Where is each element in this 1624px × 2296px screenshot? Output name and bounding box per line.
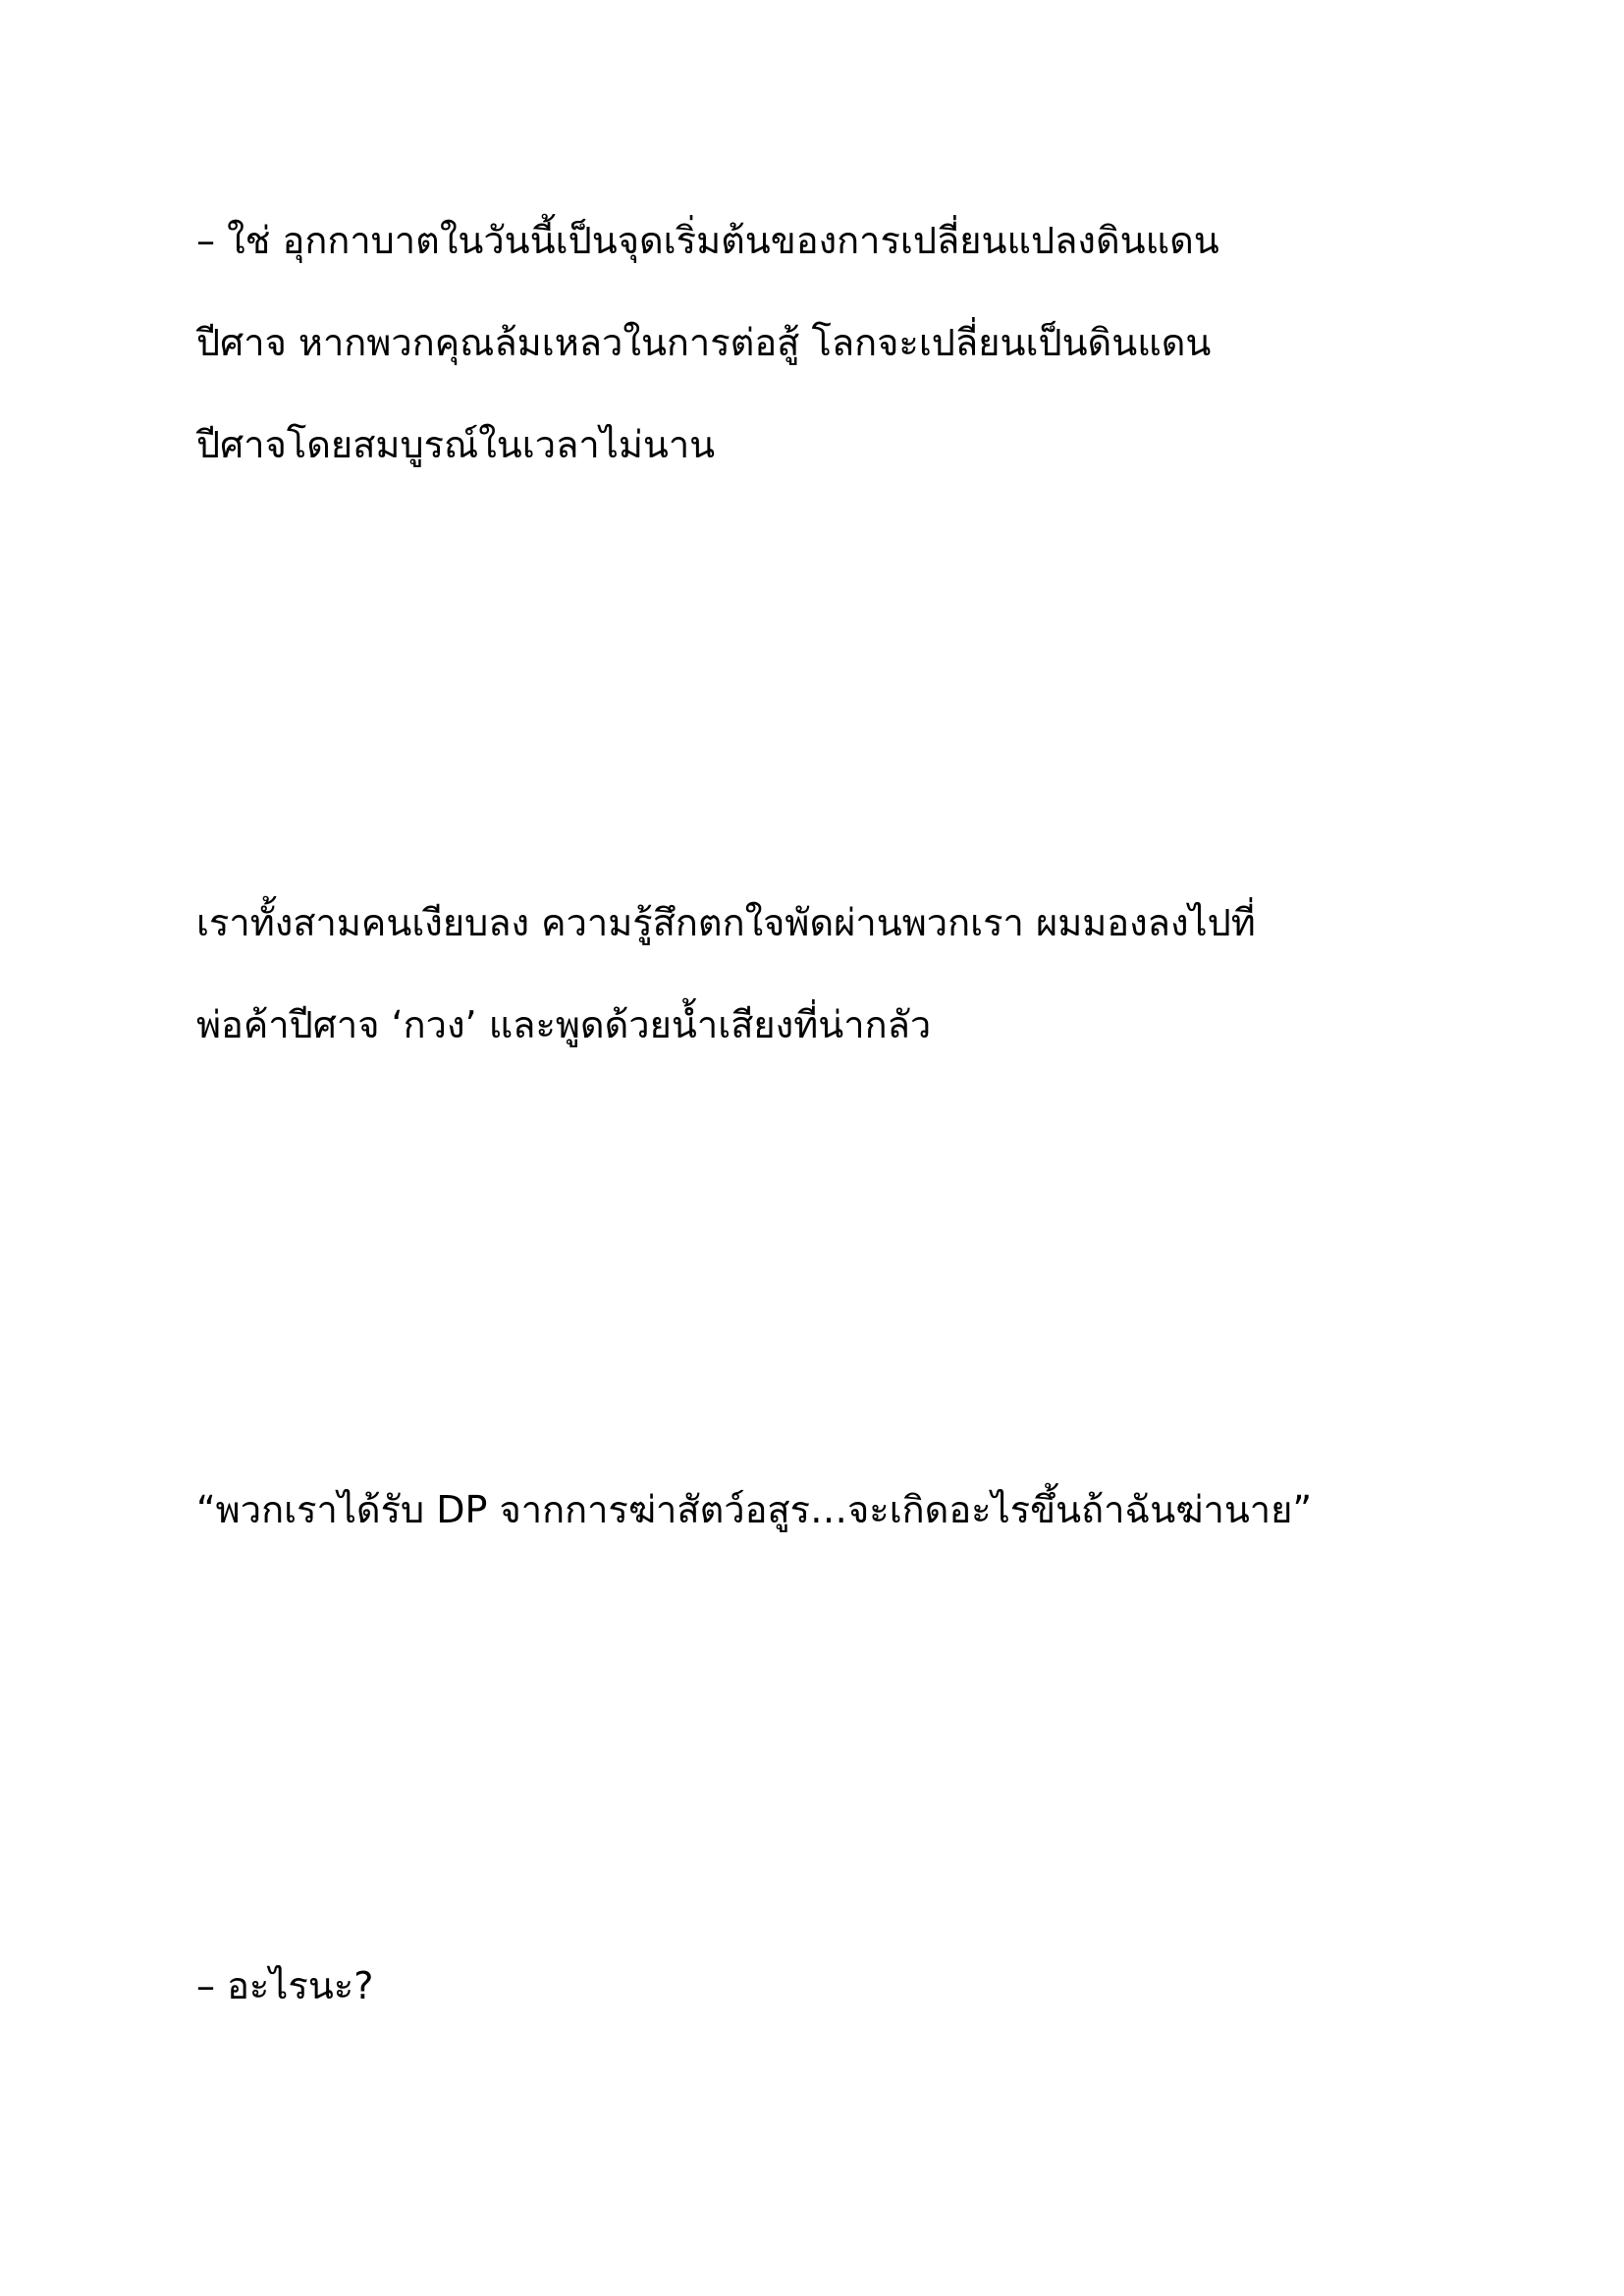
text-line: ปีศาจโดยสมบูรณ์ในเวลาไม่นาน — [196, 423, 716, 466]
paragraph-narration-2 — [196, 893, 1473, 1097]
paragraph-narration-1 — [196, 211, 1473, 517]
text-line: ปีศาจ หากพวกคุณล้มเหลวในการต่อสู้ โลกจะเปลี่ยนเป็นดินแดน — [196, 321, 1212, 364]
text-line: – ใช่ อุกกาบาตในวันนี้เป็นจุดเริ่มต้นของการเปลี่ยนแปลงดินแดน — [196, 219, 1219, 262]
text-line: เราทั้งสามคนเงียบลง ความรู้สึกตกใจพัดผ่านพวกเรา ผมมองลงไปที่ — [196, 901, 1256, 944]
paragraph-reply — [196, 1956, 1473, 2015]
text-line: พ่อค้าปีศาจ ‘กวง’ และพูดด้วยน้ำเสียงที่น่ากลัว — [196, 1003, 932, 1046]
paragraph-dialogue — [196, 1480, 1473, 1539]
text-line: – อะไรนะ? — [196, 1964, 374, 2007]
text-line: “พวกเราได้รับ DP จากการฆ่าสัตว์อสูร…จะเกิดอะไรขึ้นถ้าฉันฆ่านาย” — [196, 1488, 1313, 1531]
